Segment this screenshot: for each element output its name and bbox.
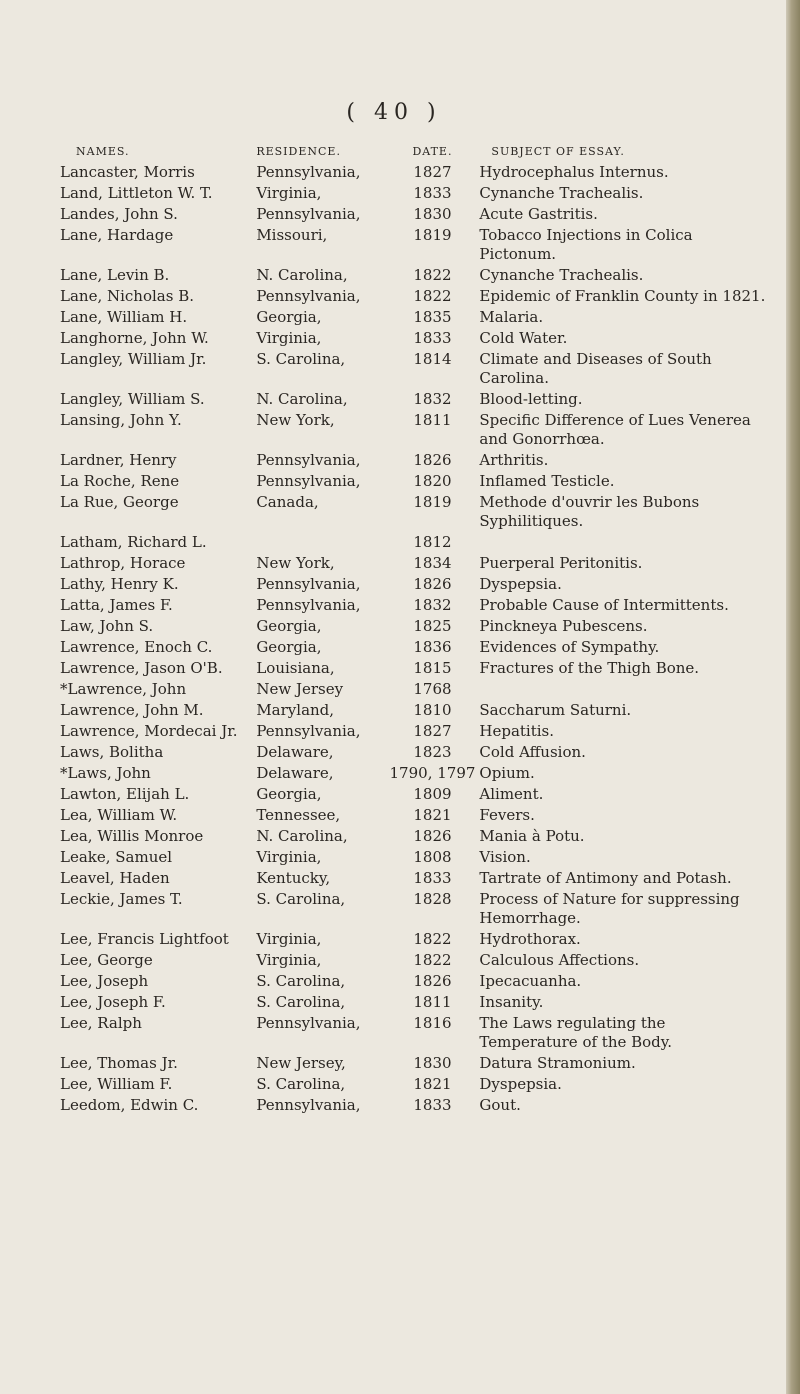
entry-name: Lawrence, John M.	[60, 701, 204, 719]
entry-name: Lee, Francis Lightfoot	[60, 930, 229, 948]
entry-residence: S. Carolina,	[256, 972, 346, 990]
entry-residence: Georgia,	[256, 638, 322, 656]
table-row	[58, 350, 770, 390]
entry-residence: Delaware,	[256, 743, 334, 761]
entry-name: Land, Littleton W. T.	[60, 184, 213, 202]
table-row	[58, 1096, 770, 1117]
entry-residence: Missouri,	[256, 226, 328, 244]
header-subject: SUBJECT OF ESSAY.	[491, 145, 625, 158]
entry-subject: Fractures of the Thigh Bone.	[479, 659, 700, 677]
entry-residence: N. Carolina,	[256, 390, 348, 408]
entry-name: Lardner, Henry	[60, 451, 177, 469]
entry-name: La Rue, George	[60, 493, 179, 511]
table-row	[58, 575, 770, 596]
table-row	[58, 743, 770, 764]
entry-date: 1826	[413, 451, 452, 469]
entry-subject: Specific Difference of Lues Venerea and Gonorrhœa.	[479, 411, 751, 448]
entry-date: 1832	[413, 596, 452, 614]
entry-subject: Calculous Affections.	[479, 951, 640, 969]
entry-residence: N. Carolina,	[256, 266, 348, 284]
table-row	[58, 951, 770, 972]
entry-residence: Virginia,	[256, 951, 322, 969]
entry-residence: Pennsylvania,	[256, 472, 361, 490]
entry-subject: Inflamed Testicle.	[479, 472, 615, 490]
table-row	[58, 554, 770, 575]
entry-date: 1821	[413, 806, 452, 824]
entry-subject: Opium.	[479, 764, 535, 782]
entry-subject: Saccharum Saturni.	[479, 701, 632, 719]
table-row	[58, 411, 770, 451]
entry-date: 1830	[413, 1054, 452, 1072]
table-row	[58, 329, 770, 350]
entry-residence: Virginia,	[256, 184, 322, 202]
entry-date: 1812	[413, 533, 452, 551]
table-row	[58, 184, 770, 205]
table-row	[58, 722, 770, 743]
entry-date: 1832	[413, 390, 452, 408]
header-residence: RESIDENCE.	[256, 145, 341, 158]
entry-name: Landes, John S.	[60, 205, 178, 223]
entry-subject: Aliment.	[479, 785, 544, 803]
entry-date: 1810	[413, 701, 452, 719]
entry-subject: Probable Cause of Intermittents.	[479, 596, 729, 614]
entry-residence: Pennsylvania,	[256, 596, 361, 614]
header-date: DATE.	[412, 145, 453, 158]
table-row	[58, 163, 770, 184]
entry-subject: Vision.	[479, 848, 531, 866]
entry-name: Leake, Samuel	[60, 848, 173, 866]
entry-subject: Epidemic of Franklin County in 1821.	[479, 287, 766, 305]
entry-date: 1808	[413, 848, 452, 866]
table-row	[58, 596, 770, 617]
entry-subject: Evidences of Sympathy.	[479, 638, 660, 656]
entry-name: Lansing, John Y.	[60, 411, 182, 429]
entry-residence: Pennsylvania,	[256, 575, 361, 593]
entry-date: 1827	[413, 163, 452, 181]
entry-subject: Pinckneya Pubescens.	[479, 617, 648, 635]
entry-residence: Georgia,	[256, 617, 322, 635]
entry-name: Lee, William F.	[60, 1075, 173, 1093]
entry-date: 1819	[413, 493, 452, 511]
entry-subject: Insanity.	[479, 993, 544, 1011]
table-row	[58, 493, 770, 533]
entry-residence: Pennsylvania,	[256, 722, 361, 740]
entry-date: 1816	[413, 1014, 452, 1032]
entry-residence: Pennsylvania,	[256, 451, 361, 469]
entry-residence: New Jersey	[256, 680, 344, 698]
entry-name: Lathrop, Horace	[60, 554, 186, 572]
entry-date: 1821	[413, 1075, 452, 1093]
entry-residence: S. Carolina,	[256, 350, 346, 368]
entry-date: 1811	[413, 993, 452, 1011]
entry-residence: New York,	[256, 411, 335, 429]
entry-date: 1822	[413, 287, 452, 305]
entry-residence: Canada,	[256, 493, 319, 511]
table-row	[58, 451, 770, 472]
entry-name: Latta, James F.	[60, 596, 173, 614]
entry-subject: Hydrothorax.	[479, 930, 581, 948]
book-edge	[786, 0, 800, 1394]
entry-name: Lawrence, Jason O'B.	[60, 659, 223, 677]
entry-residence: Pennsylvania,	[256, 163, 361, 181]
table-row	[58, 701, 770, 722]
entry-residence: Pennsylvania,	[256, 1096, 361, 1114]
entry-date: 1833	[413, 329, 452, 347]
table-row	[58, 869, 770, 890]
table-row	[58, 287, 770, 308]
entry-subject: Hydrocephalus Internus.	[479, 163, 669, 181]
entry-subject: Cynanche Trachealis.	[479, 184, 644, 202]
entry-subject: Process of Nature for suppressing Hemorrhage.	[479, 890, 740, 927]
entry-name: Lee, Thomas Jr.	[60, 1054, 178, 1072]
entry-name: Langley, William S.	[60, 390, 205, 408]
entry-subject: Tartrate of Antimony and Potash.	[479, 869, 732, 887]
entry-date: 1836	[413, 638, 452, 656]
entry-name: Lane, Levin B.	[60, 266, 170, 284]
entry-date: 1814	[413, 350, 452, 368]
entry-name: Lawrence, Mordecai Jr.	[60, 722, 238, 740]
table-row	[58, 533, 770, 554]
entry-name: Lee, Ralph	[60, 1014, 142, 1032]
entry-date: 1823	[413, 743, 452, 761]
entry-name: Leavel, Haden	[60, 869, 170, 887]
entry-residence: Pennsylvania,	[256, 287, 361, 305]
entry-subject: Cold Affusion.	[479, 743, 586, 761]
entry-name: Lathy, Henry K.	[60, 575, 179, 593]
entry-subject: Dyspepsia.	[479, 575, 562, 593]
entry-date: 1828	[413, 890, 452, 908]
table-row	[58, 390, 770, 411]
table-row	[58, 972, 770, 993]
entry-name: Laws, Bolitha	[60, 743, 164, 761]
header-names: NAMES.	[76, 145, 130, 158]
entry-date: 1822	[413, 951, 452, 969]
entry-subject: Hepatitis.	[479, 722, 555, 740]
entry-name: Lane, Nicholas B.	[60, 287, 194, 305]
entry-subject: Arthritis.	[479, 451, 549, 469]
entry-name: Latham, Richard L.	[60, 533, 207, 551]
entry-name: Lancaster, Morris	[60, 163, 195, 181]
entry-date: 1826	[413, 972, 452, 990]
table-row	[58, 890, 770, 930]
entry-residence: Delaware,	[256, 764, 334, 782]
thesis-register-table	[58, 142, 770, 1117]
table-row	[58, 785, 770, 806]
entry-date: 1826	[413, 575, 452, 593]
entry-subject: Gout.	[479, 1096, 521, 1114]
entry-residence: Georgia,	[256, 308, 322, 326]
entry-date: 1768	[413, 680, 452, 698]
table-row	[58, 617, 770, 638]
entry-residence: Maryland,	[256, 701, 335, 719]
table-row	[58, 1075, 770, 1096]
entry-date: 1790, 1797	[389, 764, 476, 782]
entry-residence: S. Carolina,	[256, 993, 346, 1011]
table-row	[58, 806, 770, 827]
entry-residence: Pennsylvania,	[256, 1014, 361, 1032]
entry-subject: Malaria.	[479, 308, 544, 326]
entry-residence: Virginia,	[256, 930, 322, 948]
entry-date: 1830	[413, 205, 452, 223]
entry-name: Leckie, James T.	[60, 890, 183, 908]
entry-name: *Lawrence, John	[60, 680, 187, 698]
table-row	[58, 1014, 770, 1054]
entry-name: Lee, Joseph F.	[60, 993, 166, 1011]
entry-residence: Kentucky,	[256, 869, 331, 887]
entry-date: 1835	[413, 308, 452, 326]
entry-subject	[477, 680, 770, 701]
table-row	[58, 472, 770, 493]
entry-name: La Roche, Rene	[60, 472, 180, 490]
entry-date: 1815	[413, 659, 452, 677]
entry-name: *Laws, John	[60, 764, 151, 782]
entry-date: 1833	[413, 1096, 452, 1114]
entry-date: 1819	[413, 226, 452, 244]
entry-date: 1833	[413, 184, 452, 202]
entry-date: 1822	[413, 930, 452, 948]
entry-name: Leedom, Edwin C.	[60, 1096, 199, 1114]
entry-residence: Virginia,	[256, 848, 322, 866]
table-row	[58, 993, 770, 1014]
entry-subject: Tobacco Injections in Colica Pictonum.	[479, 226, 693, 263]
entry-date: 1833	[413, 869, 452, 887]
entry-subject: Blood-letting.	[479, 390, 583, 408]
entry-date: 1827	[413, 722, 452, 740]
entry-date: 1826	[413, 827, 452, 845]
entry-subject: The Laws regulating the Temperature of the Body.	[479, 1014, 673, 1051]
entry-name: Lane, Hardage	[60, 226, 174, 244]
table-row	[58, 659, 770, 680]
table-row	[58, 205, 770, 226]
entry-subject: Fevers.	[479, 806, 535, 824]
entry-name: Lawton, Elijah L.	[60, 785, 190, 803]
table-row	[58, 226, 770, 266]
entry-subject: Ipecacuanha.	[479, 972, 582, 990]
entry-residence: S. Carolina,	[256, 890, 346, 908]
table-row	[58, 266, 770, 287]
header-row	[58, 142, 770, 163]
entry-date: 1822	[413, 266, 452, 284]
table-row	[58, 680, 770, 701]
table-row	[58, 308, 770, 329]
table-row	[58, 764, 770, 785]
table-row	[58, 930, 770, 951]
entry-name: Langhorne, John W.	[60, 329, 209, 347]
entry-name: Law, John S.	[60, 617, 154, 635]
entry-name: Lee, George	[60, 951, 153, 969]
entry-subject: Puerperal Peritonitis.	[479, 554, 643, 572]
entry-subject: Methode d'ouvrir les Bubons Syphilitiques.	[479, 493, 700, 530]
entry-subject: Mania à Potu.	[479, 827, 585, 845]
page-number: ( 40 )	[346, 100, 442, 125]
entry-date: 1820	[413, 472, 452, 490]
entry-subject: Acute Gastritis.	[479, 205, 598, 223]
entry-residence: Pennsylvania,	[256, 205, 361, 223]
entry-residence	[254, 533, 387, 554]
entry-residence: S. Carolina,	[256, 1075, 346, 1093]
entry-name: Lea, William W.	[60, 806, 178, 824]
entry-name: Langley, William Jr.	[60, 350, 207, 368]
table-row	[58, 638, 770, 659]
entry-subject: Cold Water.	[479, 329, 568, 347]
table-row	[58, 827, 770, 848]
entry-subject	[477, 533, 770, 554]
entry-subject: Datura Stramonium.	[479, 1054, 636, 1072]
entry-residence: N. Carolina,	[256, 827, 348, 845]
entry-residence: Georgia,	[256, 785, 322, 803]
entry-residence: New York,	[256, 554, 335, 572]
entry-date: 1834	[413, 554, 452, 572]
entry-name: Lea, Willis Monroe	[60, 827, 204, 845]
entry-residence: Tennessee,	[256, 806, 341, 824]
entry-name: Lawrence, Enoch C.	[60, 638, 213, 656]
entry-subject: Dyspepsia.	[479, 1075, 562, 1093]
entry-residence: Virginia,	[256, 329, 322, 347]
entry-date: 1809	[413, 785, 452, 803]
entry-date: 1811	[413, 411, 452, 429]
entry-name: Lee, Joseph	[60, 972, 149, 990]
entry-name: Lane, William H.	[60, 308, 188, 326]
entry-residence: Louisiana,	[256, 659, 335, 677]
entry-residence: New Jersey,	[256, 1054, 346, 1072]
table-row	[58, 1054, 770, 1075]
entry-subject: Cynanche Trachealis.	[479, 266, 644, 284]
table-row	[58, 848, 770, 869]
entry-date: 1825	[413, 617, 452, 635]
entry-subject: Climate and Diseases of South Carolina.	[479, 350, 712, 387]
